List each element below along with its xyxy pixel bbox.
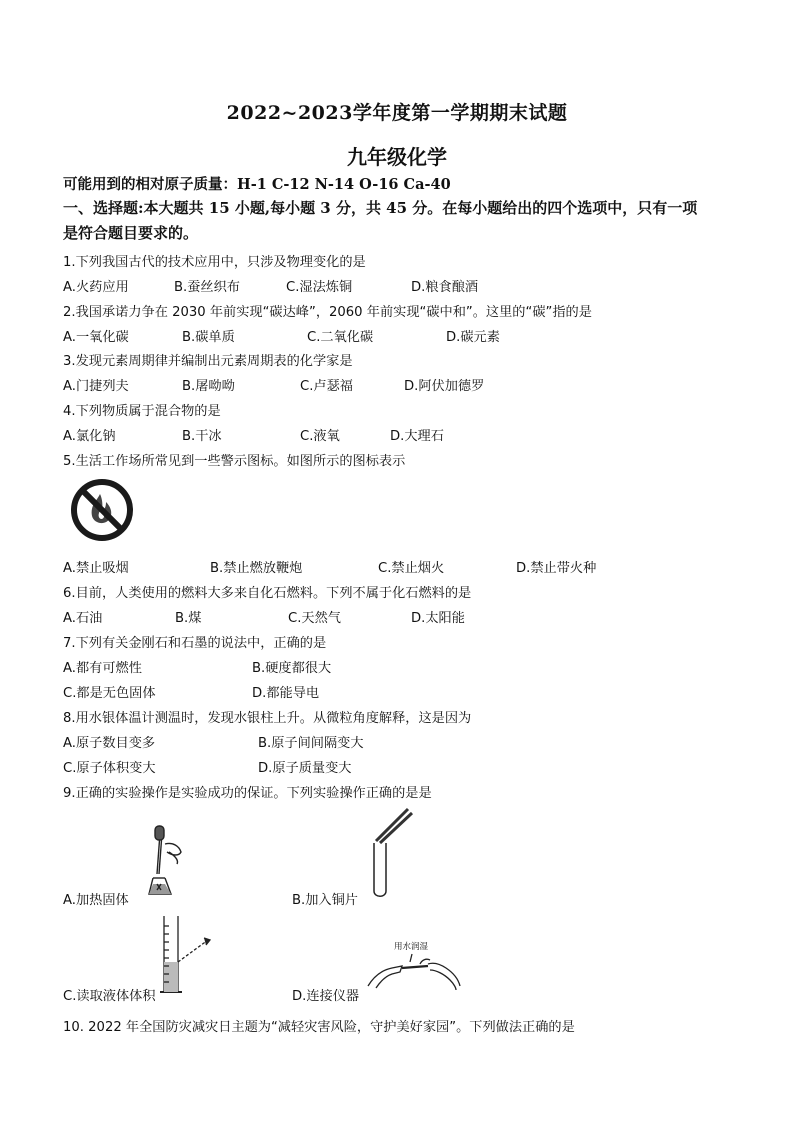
q8-option-b: B.原子间间隔变大 [258, 736, 364, 751]
section-heading-line2: 是符合题目要求的。 [63, 224, 199, 242]
question-1-stem: 1.下列我国古代的技术应用中，只涉及物理变化的是 [63, 255, 366, 270]
question-4-stem: 4.下列物质属于混合物的是 [63, 404, 221, 419]
q8-option-c: C.原子体积变大 [63, 761, 156, 776]
q4-option-d: D.大理石 [390, 429, 444, 444]
q3-option-a: A.门捷列夫 [63, 379, 129, 394]
question-7-stem: 7.下列有关金刚石和石墨的说法中，正确的是 [63, 636, 327, 651]
section-heading [63, 196, 733, 246]
atomic-mass-line: 可能用到的相对原子质量：H-1 C-12 N-14 O-16 Ca-40 [63, 176, 451, 193]
q7-option-d: D.都能导电 [252, 686, 320, 701]
q9-option-a: A.加热固体 [63, 893, 129, 908]
q4-option-b: B.干冰 [182, 429, 222, 444]
q9-option-c: C.读取液体体积 [63, 989, 156, 1004]
q3-option-b: B.屠呦呦 [182, 379, 235, 394]
question-2-stem: 2.我国承诺力争在 2030 年前实现“碳达峰”，2060 年前实现“碳中和”。这里的“碳”指的是 [63, 305, 592, 320]
question-6-stem: 6.目前，人类使用的燃料大多来自化石燃料。下列不属于化石燃料的是 [63, 586, 472, 601]
q7-option-a: A.都有可燃性 [63, 661, 142, 676]
q2-option-c: C.二氧化碳 [307, 330, 374, 345]
q1-option-d: D.粮食酿酒 [411, 280, 479, 295]
question-8-stem: 8.用水银体温计测温时，发现水银柱上升。从微粒角度解释，这是因为 [63, 711, 472, 726]
q2-option-b: B.碳单质 [182, 330, 235, 345]
q1-option-b: B.蚕丝织布 [174, 280, 240, 295]
wet-with-water-label: 用水润湿 [394, 942, 429, 952]
q3-option-c: C.卢瑟福 [300, 379, 353, 394]
q4-option-a: A.氯化钠 [63, 429, 116, 444]
q6-option-b: B.煤 [175, 611, 202, 626]
no-fire-warning-icon [70, 478, 134, 542]
question-3-stem: 3.发现元素周期律并编制出元素周期表的化学家是 [63, 354, 353, 369]
exam-title: 2022~2023学年度第一学期期末试题 [226, 102, 568, 124]
tweezers-into-test-tube-illustration [368, 805, 418, 900]
q8-option-a: A.原子数目变多 [63, 736, 156, 751]
graduated-cylinder-reading-illustration [148, 912, 218, 998]
q4-option-c: C.液氧 [300, 429, 340, 444]
question-9-stem: 9.正确的实验操作是实验成功的保证。下列实验操作正确的是是 [63, 786, 432, 801]
q6-option-a: A.石油 [63, 611, 103, 626]
section-heading-line1: 一、选择题:本大题共 15 小题,每小题 3 分，共 45 分。在每小题给出的四个选项中，只有一项 [63, 199, 698, 217]
q2-option-d: D.碳元素 [446, 330, 500, 345]
q5-option-a: A.禁止吸烟 [63, 561, 129, 576]
q7-option-b: B.硬度都很大 [252, 661, 332, 676]
connecting-tubes-illustration [364, 940, 474, 992]
exam-subtitle: 九年级化学 [347, 145, 447, 169]
q5-option-b: B.禁止燃放鞭炮 [210, 561, 303, 576]
q6-option-c: C.天然气 [288, 611, 341, 626]
q2-option-a: A.一氧化碳 [63, 330, 129, 345]
q5-option-d: D.禁止带火种 [516, 561, 597, 576]
q6-option-d: D.太阳能 [411, 611, 465, 626]
q1-option-c: C.湿法炼铜 [286, 280, 353, 295]
question-5-stem: 5.生活工作场所常见到一些警示图标。如图所示的图标表示 [63, 454, 406, 469]
q8-option-d: D.原子质量变大 [258, 761, 352, 776]
q1-option-a: A.火药应用 [63, 280, 129, 295]
q9-option-b: B.加入铜片 [292, 893, 358, 908]
question-10-stem: 10. 2022 年全国防灾减灾日主题为“减轻灾害风险，守护美好家园”。下列做法正确的是 [63, 1020, 575, 1035]
q3-option-d: D.阿伏加德罗 [404, 379, 485, 394]
q7-option-c: C.都是无色固体 [63, 686, 156, 701]
dropper-into-flask-illustration [135, 822, 195, 904]
q9-option-d: D.连接仪器 [292, 989, 360, 1004]
q5-option-c: C.禁止烟火 [378, 561, 445, 576]
